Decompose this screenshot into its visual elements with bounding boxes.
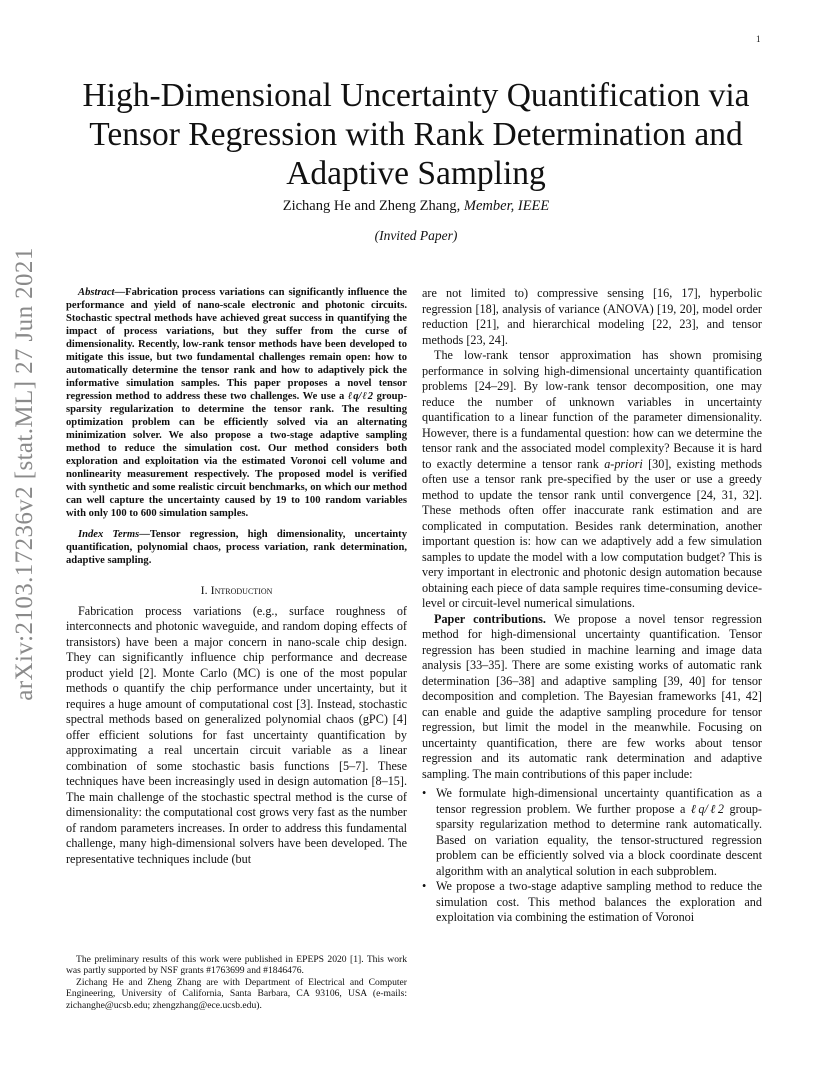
abstract-text-b: group-sparsity regularization to determine the tensor rank. The resulting optimization problem can be efficiently solved via an alternating minimization solver. We also propose a two-stage adaptive sampling method to reduce the simulation cost. Our method considers both exploration and exploitation via the estimated Voronoi cell volume and nonlinearity measurement respectively. The proposed model is verified with synthetic and some realistic circuit benchmarks, on which our method can well capture the uncertainty caused by 19 to 100 random variables with only 100 to 600 simulation samples. [66, 391, 407, 519]
section-heading-introduction [66, 583, 407, 599]
author-line [72, 198, 760, 215]
bullet1-math: ℓq/ℓ2 [690, 801, 724, 816]
right-paragraph-low-rank [422, 348, 762, 612]
author-membership: Member, IEEE [463, 198, 550, 214]
intro-paragraph: Fabrication process variations (e.g., surface roughness of interconnects and photonic waveguide, and random doping effects of transistors) have been a major concern in nano-scale chip design. They can significantly influence chip performance and decrease product yield [2]. Monte Carlo (MC) is one of the most popular methods o quantify the chip performance under uncertainty, but it requires a huge amount of computational cost [3]. Instead, stochastic spectral methods based on generalized polynomial chaos (gPC) [4] offer efficient solutions for fast uncertainty quantification by approximating a real uncertain circuit variable as a linear combination of some stochastic basis functions [5–7]. These techniques have been increasingly used in design automation [8–15]. The main challenge of the stochastic spectral method is the curse of dimensionality: the computational cost grows very fast as the number of random parameters increases. In order to address this fundamental challenge, many high-dimensional solvers have been developed. The representative techniques include (but [66, 603, 407, 866]
contribution-item [422, 786, 762, 879]
footnote-funding: The preliminary results of this work were published in EPEPS 2020 [1]. This work was partly supported by NSF grants #1763699 and #1846476. [66, 954, 407, 977]
section-numeral: I. [200, 583, 208, 597]
index-terms-label: Index Terms [78, 529, 140, 540]
section-title: Introduction [210, 583, 273, 597]
abstract-paragraph: Abstract—Fabrication process variations can significantly influence the performance and yield of nano-scale electronic and photonic circuits. Stochastic spectral methods have achieved great success in quantifying the impact of process variations, but they suffer from the curse of dimensionality. Recently, low-rank tensor methods have been developed to mitigate this issue, but two fundamental challenges remain open: how to automatically determine the tensor rank and how to adaptively pick the informative simulation samples. This paper proposes a novel tensor regression method to address these two challenges. We use a ℓq/ℓ2 group-sparsity regularization to determine the tensor rank. The resulting optimization problem can be efficiently solved via an alternating minimization solver. We also propose a two-stage adaptive sampling method to reduce the simulation cost. Our method considers both exploration and exploitation via the estimated Voronoi cell volume and nonlinearity measurement respectively. The proposed model is verified with synthetic and some realistic circuit benchmarks, on which our method can well capture the uncertainty caused by 19 to 100 random variables with only 100 to 600 simulation samples. [66, 287, 407, 519]
paper-title: High-Dimensional Uncertainty Quantification via Tensor Regression with Rank Determination and Adaptive Sampling [82, 77, 750, 192]
bullet1-text-a: We formulate high-dimensional uncertainty quantification as a tensor regression problem. We further propose a [436, 786, 762, 816]
contributions-list [422, 786, 762, 926]
left-column [66, 286, 407, 867]
arxiv-identifier-text: arXiv:2103.17236v2 [stat.ML] 27 Jun 2021 [11, 247, 38, 701]
bullet2-text: We propose a two-stage adaptive sampling method to reduce the simulation cost. This method balances the exploration and exploitation via combining the estimation of Voronoi [436, 879, 762, 924]
bullet1-text-b: group-sparsity regularization method to determine rank automatically. Based on variation equality, the tensor-structured regression problem can be efficiently solved via a block coordinate descent algorithm with an analytical solution in each subproblem. [436, 801, 762, 878]
right-paragraph-continued: are not limited to) compressive sensing [16, 17], hyperbolic regression [18], analysis of variance (ANOVA) [19, 20], model order reduction [21], and hierarchical modeling [22, 23], and tensor methods [23, 24]. [422, 286, 762, 347]
abstract-label: Abstract [78, 287, 115, 298]
a-priori-emphasis: a-priori [604, 456, 643, 471]
contributions-label: Paper contributions. [434, 611, 546, 626]
arxiv-identifier [3, 247, 47, 701]
invited-paper-note: (Invited Paper) [374, 228, 458, 243]
right-column [422, 286, 762, 926]
index-terms: Index Terms—Tensor regression, high dimensionality, uncertainty quantification, polynomial chaos, process variation, rank determination, adaptive sampling. [66, 529, 407, 566]
contributions-paragraph [422, 612, 762, 783]
index-terms-text: Tensor regression, high dimensionality, uncertainty quantification, polynomial chaos, process variation, rank determination, adaptive sampling. [66, 529, 407, 566]
contribution-item [422, 879, 762, 926]
footnotes [66, 954, 407, 1011]
author-names: Zichang He and Zheng Zhang, [282, 198, 461, 214]
low-rank-text-b: [30], existing methods often use a tensor rank pre-specified by the user or use a greedy method to update the tensor rank until convergence [24, 31, 32]. These methods often offer inaccurate rank estimation and are complicated in computation. Besides rank determination, another important question is: how can we adaptively add a few simulation samples to update the model with a low computation budget? This is very important in electronic and photonic design automation because obtaining each piece of data sample requires time-consuming device-level or circuit-level numerical simulations. [422, 456, 763, 610]
contributions-text: We propose a novel tensor regression method for high-dimensional uncertainty quantification. Tensor regression has been studied in machine learning and image data analysis [33–35]. There are some existing works of automatic rank determination [36–38] and adaptive sampling [39, 40] for tensor decomposition and completion. The Bayesian frameworks [41, 42] can enable and guide the adaptive sampling procedure for tensor regression, but limit the model in the meanwhile. Focusing on uncertainty quantification, there are few works about tensor regression and its automatic rank determination and adaptive sampling. The main contributions of this paper include: [422, 611, 762, 781]
abstract [66, 286, 407, 567]
page-number: 1 [756, 34, 761, 44]
abstract-math-lq-l2: ℓq/ℓ2 [347, 391, 374, 402]
footnote-affiliation: Zichang He and Zheng Zhang are with Department of Electrical and Computer Engineering, University of California, Santa Barbara, CA 93106, USA (e-mails: zichanghe@ucsb.edu; zhengzhang@ece.ucsb.edu). [66, 976, 407, 1011]
low-rank-text-a: The low-rank tensor approximation has shown promising performance in solving high-dimensional uncertainty quantification problems [24–29]. By low-rank tensor decomposition, one may reduce the number of unknown variables in uncertainty quantification to a linear function of the parameter dimensionality. However, there is a fundamental question: how can we determine the tensor rank and the associated model complexity? Because it is hard to exactly determine a tensor rank [422, 348, 762, 471]
abstract-text-a: Fabrication process variations can significantly influence the performance and yield of nano-scale electronic and photonic circuits. Stochastic spectral methods have achieved great success in quantifying the impact of process variations, but they suffer from the curse of dimensionality. Recently, low-rank tensor methods have been developed to mitigate this issue, but two fundamental challenges remain open: how to automatically determine the tensor rank and how to adaptively pick the informative simulation samples. This paper proposes a novel tensor regression method to address these two challenges. We use a [66, 287, 407, 402]
